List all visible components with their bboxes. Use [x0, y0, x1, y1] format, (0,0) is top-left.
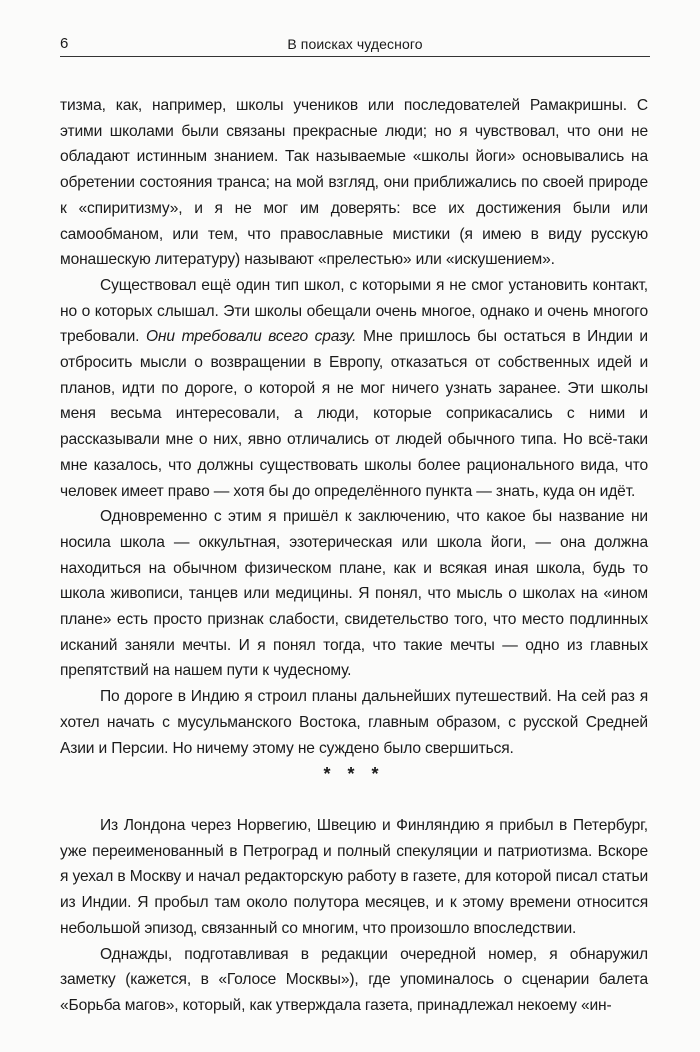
- paragraph-6: Однажды, подготавливая в редакции очередной номер, я обнаружил заметку (кажется, в «Голосе Москвы»), где упоминалось о сценарии балета «Борьба магов», который, как утверждала газета, принадлежал некоему «ин-: [60, 945, 648, 1014]
- paragraph-2: [60, 273, 648, 504]
- paragraph-2-text-b: Мне пришлось бы остаться в Индии и отбросить мысли о возвращении в Европу, отказаться от собственных идей и планов, идти по дороге, о которой я не мог ничего узнать заранее. Эти школы меня весьма интересовали, а люди, которые соприкасались с ними и рассказывали мне о них, явно отличались от людей обычного типа. Но всё-таки мне казалось, что должны существовать школы более рационального вида, что человек имеет право — хотя бы до определённого пункта — знать, куда он идёт.: [60, 328, 648, 500]
- running-header: [60, 34, 650, 57]
- section-separator: * * *: [323, 764, 385, 784]
- paragraph-2-text-a: Существовал ещё один тип школ, с которыми я не смог установить контакт, но о которых слышал. Эти школы обещали очень многое, однако и очень многого требовали.: [60, 276, 648, 346]
- text-section-top: [60, 93, 648, 761]
- paragraph-4: По дороге в Индию я строил планы дальнейших путешествий. На сей раз я хотел начать с мусульманского Востока, главным образом, с русской Средней Азии и Персии. Но ничему этому не суждено было свершиться.: [60, 688, 648, 757]
- page-number: 6: [60, 35, 69, 52]
- running-title: В поисках чудесного: [287, 36, 423, 52]
- text-section-bottom: [60, 813, 648, 1019]
- paragraph-3: Одновременно с этим я пришёл к заключению, что какое бы название ни носила школа — оккультная, эзотерическая или школа йоги, — она должна находиться на обычном физическом плане, как и всякая иная школа, будь то школа живописи, танцев или медицины. Я понял, что мысль о школах на «ином плане» есть просто признак слабости, свидетельство того, что место подлинных исканий заняли мечты. И я понял тогда, что такие мечты — одно из главных препятствий на нашем пути к чудесному.: [60, 508, 648, 680]
- paragraph-5: Из Лондона через Норвегию, Швецию и Финляндию я прибыл в Петербург, уже переименованный в Петроград и полный спекуляции и патриотизма. Вскоре я уехал в Москву и начал редакторскую работу в газете, для которой писал статьи из Индии. Я пробыл там около полутора месяцев, и к этому времени относится небольшой эпизод, связанный со многим, что произошло впоследствии.: [60, 817, 648, 937]
- paragraph-1: тизма, как, например, школы учеников или последователей Рамакришны. С этими школами были связаны прекрасные люди; но я чувствовал, что они не обладают истинным знанием. Так называемые «школы йоги» основывались на обретении состояния транса; на мой взгляд, они приближались по своей природе к «спиритизму», и я не мог им доверять: все их достижения были или самообманом, или тем, что православные мистики (я имею в виду русскую монашескую литературу) называют «прелестью» или «искушением».: [60, 97, 648, 269]
- paragraph-2-italic: Они требовали всего сразу.: [146, 328, 357, 346]
